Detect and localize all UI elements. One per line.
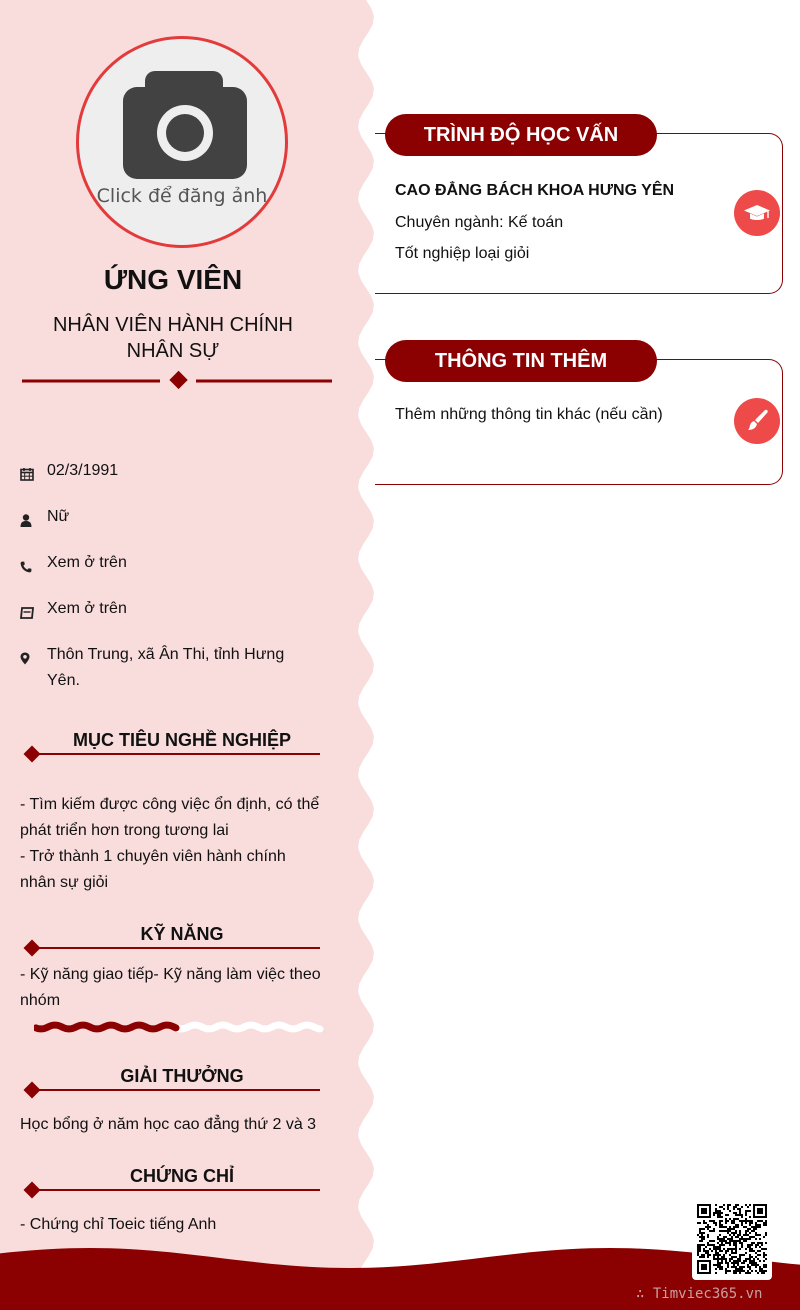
- education-title[interactable]: TRÌNH ĐỘ HỌC VẤN: [385, 114, 657, 156]
- education-school[interactable]: CAO ĐẲNG BÁCH KHOA HƯNG YÊN: [395, 182, 675, 199]
- email-icon: [20, 596, 47, 628]
- extra-info-text[interactable]: Thêm những thông tin khác (nếu cần): [395, 406, 663, 423]
- paint-brush-icon: [734, 398, 780, 444]
- candidate-name[interactable]: ỨNG VIÊN: [103, 264, 243, 295]
- position-title[interactable]: NHÂN VIÊN HÀNH CHÍNH NHÂN SỰ: [52, 314, 294, 362]
- extra-info-title[interactable]: THÔNG TIN THÊM: [385, 340, 657, 382]
- camera-icon: [123, 71, 247, 179]
- skill-level-bar: [34, 1020, 324, 1034]
- graduation-cap-icon: [734, 190, 780, 236]
- awards-body[interactable]: Học bổng ở năm học cao đẳng thứ 2 và 3: [20, 1116, 317, 1133]
- education-result[interactable]: Tốt nghiệp loại giỏi: [395, 245, 530, 262]
- email-row: [20, 596, 320, 628]
- user-icon: [20, 504, 47, 536]
- birthday-row: [20, 458, 320, 490]
- objective-line: - Trở thành 1 chuyên viên hành chính nhân sự giỏi: [20, 848, 286, 891]
- watermark: ∴ Timviec365.vn: [636, 1286, 763, 1302]
- skills-title[interactable]: KỸ NĂNG: [140, 924, 224, 944]
- map-marker-icon: [20, 642, 47, 674]
- qr-code-graphic: [697, 1204, 767, 1274]
- contact-info: [20, 458, 320, 708]
- objective-header: [22, 730, 322, 760]
- address-row: [20, 642, 320, 694]
- qr-code[interactable]: [692, 1200, 772, 1280]
- address-value[interactable]: Thôn Trung, xã Ân Thi, tỉnh Hưng Yên.: [47, 646, 285, 689]
- email-value[interactable]: Xem ở trên: [47, 600, 127, 617]
- birthday-value[interactable]: 02/3/1991: [47, 462, 119, 479]
- certificates-header: [22, 1166, 322, 1196]
- awards-header: [22, 1066, 322, 1096]
- name-divider: [22, 370, 334, 392]
- skills-body[interactable]: - Kỹ năng giao tiếp- Kỹ năng làm việc theo nhóm: [20, 966, 321, 1009]
- avatar-upload[interactable]: [76, 36, 288, 248]
- phone-row: [20, 550, 320, 582]
- phone-value[interactable]: Xem ở trên: [47, 554, 127, 571]
- gender-row: [20, 504, 320, 536]
- objective-line: - Tìm kiếm được công việc ổn định, có thể phát triển hơn trong tương lai: [20, 796, 320, 839]
- awards-title[interactable]: GIẢI THƯỞNG: [120, 1066, 244, 1086]
- education-major[interactable]: Chuyên ngành: Kế toán: [395, 214, 564, 231]
- skills-header: [22, 924, 322, 954]
- objective-title[interactable]: MỤC TIÊU NGHỀ NGHIỆP: [72, 730, 291, 750]
- calendar-icon: [20, 458, 47, 490]
- phone-icon: [20, 550, 47, 582]
- sidebar: [0, 0, 378, 1310]
- objective-body[interactable]: [20, 792, 322, 896]
- photo-caption[interactable]: Click để đăng ảnh: [96, 185, 268, 207]
- certificates-body[interactable]: - Chứng chỉ Toeic tiếng Anh: [20, 1216, 217, 1233]
- certificates-title[interactable]: CHỨNG CHỈ: [130, 1166, 234, 1186]
- gender-value[interactable]: Nữ: [47, 508, 70, 525]
